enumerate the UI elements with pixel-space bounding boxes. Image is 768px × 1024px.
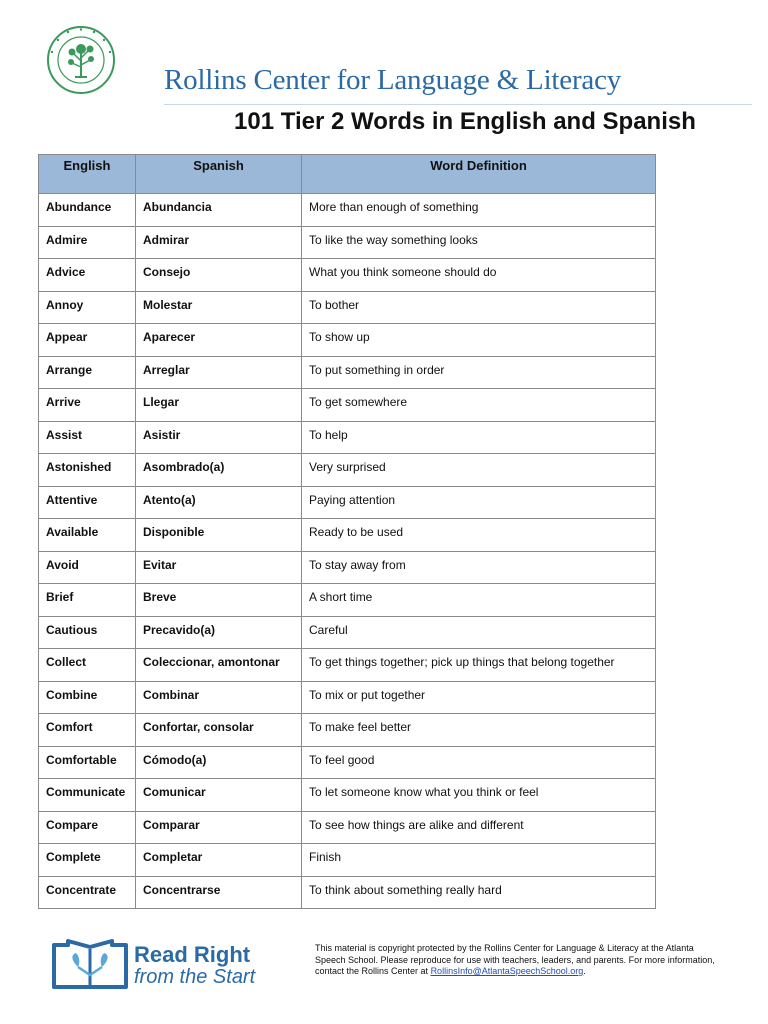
spanish-word-cell: Concentrarse [136,876,302,909]
definition-cell: To feel good [302,746,656,779]
spanish-word-cell: Abundancia [136,194,302,227]
column-header-spanish: Spanish [136,155,302,194]
table-row [39,291,656,324]
spanish-word-cell: Consejo [136,259,302,292]
english-word-cell: Avoid [39,551,136,584]
table-row [39,421,656,454]
spanish-word-cell: Evitar [136,551,302,584]
table-row [39,454,656,487]
spanish-word-cell: Confortar, consolar [136,714,302,747]
english-word-cell: Cautious [39,616,136,649]
definition-cell: Very surprised [302,454,656,487]
english-word-cell: Combine [39,681,136,714]
table-row [39,681,656,714]
spanish-word-cell: Precavido(a) [136,616,302,649]
spanish-word-cell: Asombrado(a) [136,454,302,487]
vocabulary-table [38,154,656,909]
spanish-word-cell: Asistir [136,421,302,454]
table-row [39,811,656,844]
english-word-cell: Abundance [39,194,136,227]
table-row [39,324,656,357]
definition-cell: Ready to be used [302,519,656,552]
english-word-cell: Collect [39,649,136,682]
english-word-cell: Advice [39,259,136,292]
english-word-cell: Admire [39,226,136,259]
english-word-cell: Comfort [39,714,136,747]
table-row [39,356,656,389]
spanish-word-cell: Comunicar [136,779,302,812]
spanish-word-cell: Llegar [136,389,302,422]
definition-cell: To mix or put together [302,681,656,714]
english-word-cell: Assist [39,421,136,454]
spanish-word-cell: Combinar [136,681,302,714]
table-row [39,584,656,617]
english-word-cell: Annoy [39,291,136,324]
spanish-word-cell: Breve [136,584,302,617]
page-footer [40,935,720,1005]
spanish-word-cell: Disponible [136,519,302,552]
definition-cell: To get things together; pick up things that belong together [302,649,656,682]
brand-line-1: Read Right [134,942,251,967]
definition-cell: To make feel better [302,714,656,747]
table-row [39,746,656,779]
definition-cell: A short time [302,584,656,617]
header-divider [164,104,752,105]
english-word-cell: Arrive [39,389,136,422]
table-row [39,226,656,259]
english-word-cell: Arrange [39,356,136,389]
english-word-cell: Concentrate [39,876,136,909]
spanish-word-cell: Coleccionar, amontonar [136,649,302,682]
table-row [39,649,656,682]
column-header-definition: Word Definition [302,155,656,194]
table-row [39,519,656,552]
english-word-cell: Compare [39,811,136,844]
table-row [39,779,656,812]
definition-cell: More than enough of something [302,194,656,227]
definition-cell: To see how things are alike and different [302,811,656,844]
brand-line-2: from the Start [134,966,256,988]
table-row [39,259,656,292]
copyright-notice [315,943,715,978]
definition-cell: To help [302,421,656,454]
english-word-cell: Astonished [39,454,136,487]
table-body [39,194,656,909]
contact-email-link[interactable]: RollinsInfo@AtlantaSpeechSchool.org [430,966,584,976]
definition-cell: What you think someone should do [302,259,656,292]
definition-cell: To think about something really hard [302,876,656,909]
english-word-cell: Communicate [39,779,136,812]
table-row [39,486,656,519]
page-header [40,20,712,100]
english-word-cell: Attentive [39,486,136,519]
org-name: Rollins Center for Language & Literacy [164,64,622,96]
english-word-cell: Available [39,519,136,552]
atlanta-speech-school-seal-logo [46,25,116,95]
spanish-word-cell: Admirar [136,226,302,259]
english-word-cell: Appear [39,324,136,357]
definition-cell: Finish [302,844,656,877]
table-row [39,876,656,909]
table-row [39,714,656,747]
table-row [39,844,656,877]
table-row [39,616,656,649]
definition-cell: To bother [302,291,656,324]
table-header-row [39,155,656,194]
column-header-english: English [39,155,136,194]
definition-cell: To let someone know what you think or feel [302,779,656,812]
english-word-cell: Comfortable [39,746,136,779]
spanish-word-cell: Atento(a) [136,486,302,519]
table-row [39,389,656,422]
english-word-cell: Brief [39,584,136,617]
definition-cell: To show up [302,324,656,357]
definition-cell: Paying attention [302,486,656,519]
english-word-cell: Complete [39,844,136,877]
spanish-word-cell: Completar [136,844,302,877]
copyright-period: . [583,966,586,976]
definition-cell: Careful [302,616,656,649]
spanish-word-cell: Arreglar [136,356,302,389]
table-row [39,551,656,584]
read-right-book-logo [50,937,130,993]
definition-cell: To stay away from [302,551,656,584]
spanish-word-cell: Comparar [136,811,302,844]
table-row [39,194,656,227]
definition-cell: To put something in order [302,356,656,389]
definition-cell: To get somewhere [302,389,656,422]
spanish-word-cell: Cómodo(a) [136,746,302,779]
definition-cell: To like the way something looks [302,226,656,259]
spanish-word-cell: Aparecer [136,324,302,357]
copyright-text: This material is copyright protected by the Rollins Center for Language & Literacy at the Atlanta Speech School. Please reproduce for use with teachers, leaders, and parents. For more information, contact the Rollins Center at [315,943,715,976]
spanish-word-cell: Molestar [136,291,302,324]
page-title: 101 Tier 2 Words in English and Spanish [234,108,696,135]
